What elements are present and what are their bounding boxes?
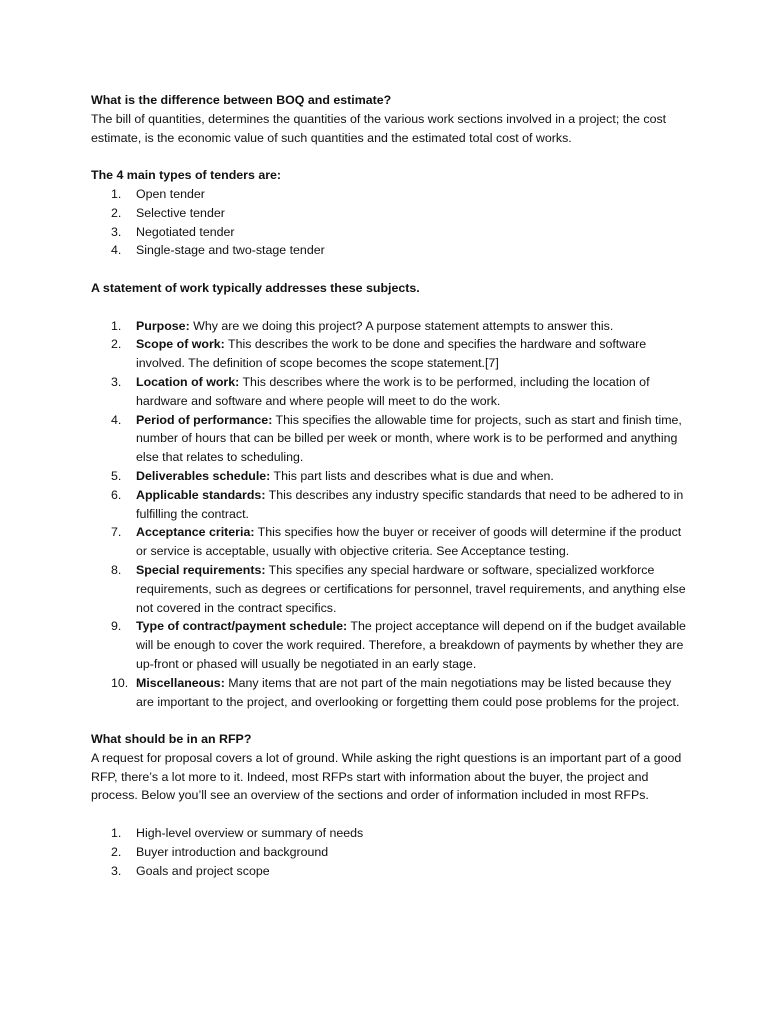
sow-list <box>91 317 688 712</box>
spacer <box>91 298 688 317</box>
tenders-heading: The 4 main types of tenders are: <box>91 168 282 183</box>
list-item: 3. Goals and project scope <box>111 863 270 878</box>
boq-answer: The bill of quantities, determines the quantities of the various work sections involved in a project; the cost estimate, is the economic value of such quantities and the estimated total cost of works. <box>91 111 667 145</box>
list-item: 8. Special requirements: This specifies any special hardware or software, specialized workforce requirements, such as degrees or certifications for personnel, travel requirements, and anything else not covered in the contract specifics. <box>111 562 686 615</box>
spacer <box>91 711 688 730</box>
rfp-question: What should be in an RFP? <box>91 732 252 747</box>
rfp-answer: A request for proposal covers a lot of ground. While asking the right questions is an important part of a good RFP, there’s a lot more to it. Indeed, most RFPs start with information about the buyer, the project and process. Below you’ll see an overview of the sections and order of information included in most RFPs. <box>91 750 682 803</box>
list-item: 9. Type of contract/payment schedule: The project acceptance will depend on if the budget available will be enough to cover the work required. Therefore, a breakdown of payments by whether they are up-front or phased will usually be negotiated in an early stage. <box>111 619 686 671</box>
list-item: 7. Acceptance criteria: This specifies how the buyer or receiver of goods will determine if the product or service is acceptable, usually with objective criteria. See Acceptance testing. <box>111 525 682 559</box>
list-item: 1. High-level overview or summary of needs <box>111 826 364 841</box>
list-item: 2. Buyer introduction and background <box>111 844 329 859</box>
sow-heading: A statement of work typically addresses these subjects. <box>91 280 420 295</box>
tenders-list <box>91 185 688 260</box>
list-item: 2. Scope of work: This describes the work to be done and specifies the hardware and software involved. The definition of scope becomes the scope statement.[7] <box>111 337 647 371</box>
list-item: 4. Period of performance: This specifies the allowable time for projects, such as start and finish time, number of hours that can be billed per week or month, where work is to be performed and anything else that relates to scheduling. <box>111 412 682 465</box>
rfp-list <box>91 824 688 880</box>
list-item: 2. Selective tender <box>111 205 225 220</box>
spacer <box>91 147 688 166</box>
list-item: 6. Applicable standards: This describes any industry specific standards that need to be adhered to in fulfilling the contract. <box>111 487 684 521</box>
list-item: 1. Purpose: Why are we doing this project? A purpose statement attempts to answer this. <box>111 318 614 333</box>
list-item: 1. Open tender <box>111 186 205 201</box>
list-item: 10. Miscellaneous: Many items that are not part of the main negotiations may be listed because they are important to the project, and overlooking or forgetting them could pose problems for the project. <box>111 675 680 709</box>
list-item: 5. Deliverables schedule: This part lists and describes what is due and when. <box>111 468 554 483</box>
list-item: 4. Single-stage and two-stage tender <box>111 243 325 258</box>
spacer <box>91 260 688 279</box>
spacer <box>91 805 688 824</box>
boq-question: What is the difference between BOQ and estimate? <box>91 93 392 107</box>
list-item: 3. Negotiated tender <box>111 224 235 239</box>
list-item: 3. Location of work: This describes where the work is to be performed, including the location of hardware and software and where people will meet to do the work. <box>111 374 650 408</box>
